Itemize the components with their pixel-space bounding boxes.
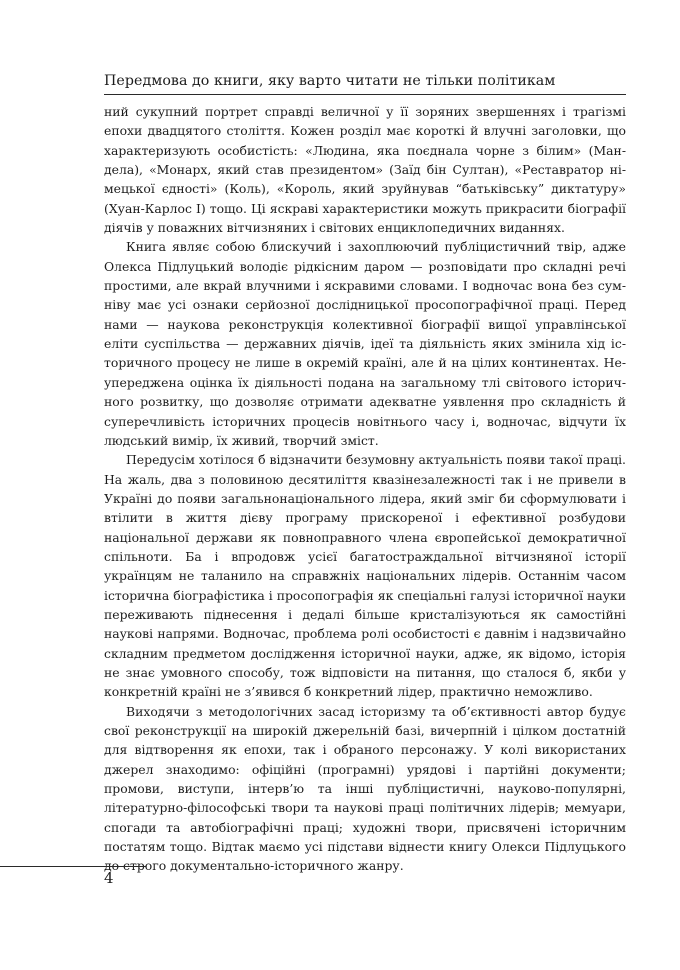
paragraph-2: Книга являє собою блискучий і захоплюючий публіцистичний твір, адже Олекса Підлуцький володіє рідкісним даром — розповідати про складні речі простими, але вкрай влучними і яскравими словами. І водночас вона без сумніву має усі ознаки серйозної дослідницької просопографічної праці. Перед нами — наукова реконструкція колективної біографії вищої управлінської еліти суспільства — державних діячів, ідеї та діяльність яких змінила хід історичного процесу не лише в окремій країні, але й на цілих континентах. Неупереджена оцінка їх діяльності подана на загальному тлі світового історичного розвитку, що дозволяє отримати адекватне уявлення про складність й суперечливість історичних процесів новітнього часу і, водночас, відчути їх людський вимір, їх живий, творчий зміст. [104, 239, 626, 448]
paragraph-3: Передусім хотілося б відзначити безумовну актуальність появи такої праці. На жаль, два з половиною десятиліття квазінезалежності так і не привели в Україні до появи загальнонаціонального лідера, який зміг би сформулювати і втілити в життя дієву програму прискореної і ефективної розбудови національної держави як повноправного члена європейської демократичної спільноти. Ба і впродовж усієї багатостраждальної вітчизняної історії українцям не таланило на справжніх національних лідерів. Останнім часом історична біографістика і просопографія як спеціальні галузі історичної науки переживають піднесення і дедалі більше кристалізуються як самостійні наукові напрями. Водночас, проблема ролі особистості є давнім і надзвичайно складним предметом дослідження історичної науки, адже, як відомо, історія не знає умовного способу, тож відповісти на питання, що сталося б, якби у конкретній країні не з’явився б конкретний лідер, практично неможливо. [104, 452, 626, 700]
body-text [104, 102, 626, 876]
paragraph-1: ний сукупний портрет справді величної у її зоряних звершеннях і трагізмі епохи двадцятого століття. Кожен розділ має короткі й влучні заголовки, що характеризують особистість: «Людина, яка поєднала чорне з білим» (Мандела), «Монарх, який став президентом» (Заїд бін Султан), «Реставратор німецької єдності» (Коль), «Король, який зруйнував “батьківську” диктатуру» (Хуан-Карлос І) тощо. Ці яскраві характеристики можуть прикрасити біографії діячів у поважних вітчизняних і світових енциклопедичних виданнях. [104, 104, 626, 236]
paragraph-4: Виходячи з методологічних засад історизму та об’єктивності автор будує свої реконструкції на широкій джерельній базі, вичерпній і цілком достатній для відтворення як епохи, так і обраного персонажу. У колі використаних джерел знаходимо: офіційні (програмні) урядові і партійні документи; промови, виступи, інтерв’ю та інші публіцистичні, науково-популярні, літературно-філософські твори та наукові праці політичних лідерів; мемуари, спогади та автобіографічні праці; художні твори, присвячені історичним постатям тощо. Відтак маємо усі підстави віднести книгу Олекси Підлуцького до строго документально-історичного жанру. [104, 703, 626, 874]
running-header: Передмова до книги, яку варто читати не тільки політикам [104, 73, 556, 89]
header-rule [104, 94, 626, 95]
page-number: 4 [104, 869, 114, 887]
footer-rule [0, 866, 146, 867]
